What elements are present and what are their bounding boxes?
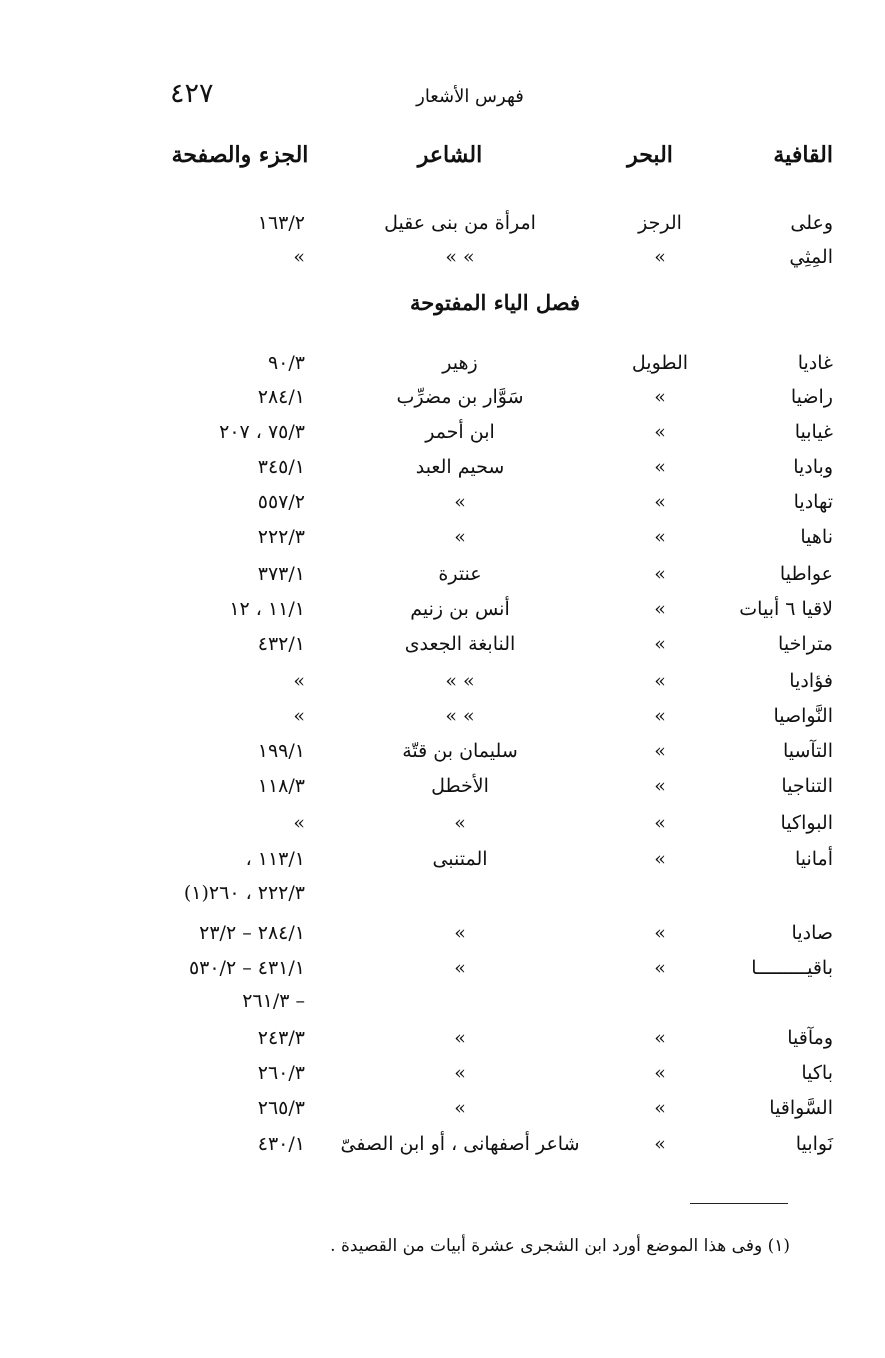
column-header-qafia: القافية xyxy=(773,142,833,168)
shaer-cell: سَوَّار بن مضرِّب xyxy=(396,386,524,408)
table-row xyxy=(0,212,885,246)
juz-cell: ٤٣٢/١ xyxy=(257,633,305,655)
juz-cell: » xyxy=(293,670,305,692)
juz-cell: ٣٤٥/١ xyxy=(257,456,305,478)
qafia-cell: راضيا xyxy=(790,386,833,408)
shaer-cell: سحيم العبد xyxy=(415,456,505,478)
shaer-cell: المتنبى xyxy=(432,848,488,870)
table-row xyxy=(0,491,885,525)
column-header-shaer: الشاعر xyxy=(417,142,483,168)
table-row xyxy=(0,1062,885,1096)
bahr-cell: الطويل xyxy=(631,352,689,374)
qafia-cell: فؤاديا xyxy=(789,670,833,692)
juz-cell: ٤٣٠/١ xyxy=(257,1133,305,1155)
juz-cell: ٤٣١/١ – ٥٣٠/٢ xyxy=(188,957,305,979)
qafia-cell: غيابيا xyxy=(794,421,833,443)
bahr-cell: » xyxy=(654,775,666,797)
shaer-cell: زهير xyxy=(442,352,478,374)
qafia-cell: لاقيا ٦ أبيات xyxy=(739,598,833,620)
shaer-cell: » xyxy=(454,922,466,944)
table-row xyxy=(0,386,885,420)
bahr-cell: » xyxy=(654,563,666,585)
shaer-cell: ابن أحمر xyxy=(425,421,495,443)
table-row xyxy=(0,848,885,882)
qafia-cell: ناهيا xyxy=(800,526,833,548)
bahr-cell: » xyxy=(654,491,666,513)
juz-cell: ٢٨٤/١ xyxy=(257,386,305,408)
table-row xyxy=(0,922,885,956)
qafia-cell: البواكيا xyxy=(780,812,833,834)
qafia-cell: نَوابيا xyxy=(795,1133,833,1155)
qafia-cell: أمانيا xyxy=(794,848,833,870)
column-header-juz: الجزء والصفحة xyxy=(171,142,309,168)
table-row xyxy=(0,990,885,1024)
shaer-cell: » » xyxy=(445,705,475,727)
juz-cell: ٢٦٥/٣ xyxy=(257,1097,305,1119)
bahr-cell: » xyxy=(654,705,666,727)
juz-cell: » xyxy=(293,705,305,727)
shaer-cell: » xyxy=(454,526,466,548)
juz-cell: – ٢٦١/٣ xyxy=(242,990,305,1012)
bahr-cell: » xyxy=(654,812,666,834)
bahr-cell: » xyxy=(654,1062,666,1084)
juz-cell: ١١٨/٣ xyxy=(257,775,305,797)
bahr-cell: » xyxy=(654,633,666,655)
qafia-cell: تهاديا xyxy=(793,491,833,513)
shaer-cell: النابغة الجعدى xyxy=(404,633,516,655)
running-header: فهرس الأشعار xyxy=(416,86,524,107)
juz-cell: » xyxy=(293,246,305,268)
juz-cell: ٥٥٧/٢ xyxy=(257,491,305,513)
qafia-cell: وعلى xyxy=(790,212,833,234)
bahr-cell: » xyxy=(654,421,666,443)
bahr-cell: » xyxy=(654,1133,666,1155)
qafia-cell: وباديا xyxy=(793,456,833,478)
bahr-cell: » xyxy=(654,848,666,870)
qafia-cell: النَّواصيا xyxy=(773,705,833,727)
page-number: ٤٢٧ xyxy=(170,78,214,109)
bahr-cell: » xyxy=(654,922,666,944)
qafia-cell: متراخيا xyxy=(778,633,833,655)
juz-cell: ٢٦٠/٣ xyxy=(257,1062,305,1084)
juz-cell: ١٦٣/٢ xyxy=(257,212,305,234)
shaer-cell: » » xyxy=(445,670,475,692)
qafia-cell: ومآقيا xyxy=(787,1027,833,1049)
juz-cell: ٢٢٢/٣ ، ٢٦٠(١) xyxy=(183,882,305,904)
shaer-cell: عنترة xyxy=(438,563,482,585)
shaer-cell: » xyxy=(454,1027,466,1049)
bahr-cell: » xyxy=(654,598,666,620)
bahr-cell: » xyxy=(654,740,666,762)
shaer-cell: » xyxy=(454,1097,466,1119)
juz-cell: ١١/١ ، ١٢ xyxy=(229,598,305,620)
table-row xyxy=(0,670,885,704)
shaer-cell: » xyxy=(454,957,466,979)
table-row xyxy=(0,246,885,280)
table-row xyxy=(0,563,885,597)
bahr-cell: » xyxy=(654,526,666,548)
table-row xyxy=(0,740,885,774)
table-row xyxy=(0,598,885,632)
shaer-cell: » xyxy=(454,491,466,513)
qafia-cell: صاديا xyxy=(791,922,833,944)
juz-cell: ٢٤٣/٣ xyxy=(257,1027,305,1049)
bahr-cell: » xyxy=(654,670,666,692)
shaer-cell: أنس بن زنيم xyxy=(410,598,510,620)
juz-cell: ٢٨٤/١ – ٢٣/٢ xyxy=(199,922,305,944)
shaer-cell: » xyxy=(454,1062,466,1084)
bahr-cell: » xyxy=(654,957,666,979)
juz-cell: ٩٠/٣ xyxy=(267,352,305,374)
section-title: فصل الياء المفتوحة xyxy=(409,290,581,315)
shaer-cell: » » xyxy=(445,246,475,268)
bahr-cell: » xyxy=(654,246,666,268)
qafia-cell: غاديا xyxy=(797,352,833,374)
juz-cell: ٧٥/٣ ، ٢٠٧ xyxy=(219,421,305,443)
table-row xyxy=(0,1097,885,1131)
qafia-cell: باكيا xyxy=(801,1062,833,1084)
column-header-bahr: البحر xyxy=(627,142,673,168)
qafia-cell: التآسيا xyxy=(782,740,833,762)
bahr-cell: » xyxy=(654,1027,666,1049)
table-row xyxy=(0,705,885,739)
shaer-cell: الأخطل xyxy=(431,775,489,797)
qafia-cell: عواطيا xyxy=(779,563,833,585)
table-row xyxy=(0,352,885,386)
qafia-cell: المِثِي xyxy=(789,246,833,268)
table-row xyxy=(0,1027,885,1061)
bahr-cell: » xyxy=(654,1097,666,1119)
qafia-cell: التناجيا xyxy=(781,775,833,797)
shaer-cell: سليمان بن قتّة xyxy=(402,740,518,762)
table-row xyxy=(0,421,885,455)
bahr-cell: » xyxy=(654,456,666,478)
qafia-cell: باقيـــــــــا xyxy=(751,957,833,979)
table-row xyxy=(0,812,885,846)
juz-cell: ٢٢٢/٣ xyxy=(257,526,305,548)
bahr-cell: الرجز xyxy=(638,212,682,234)
table-row xyxy=(0,456,885,490)
juz-cell: ٣٧٣/١ xyxy=(257,563,305,585)
juz-cell: ١٩٩/١ xyxy=(257,740,305,762)
bahr-cell: » xyxy=(654,386,666,408)
qafia-cell: السَّواقيا xyxy=(769,1097,833,1119)
table-row xyxy=(0,957,885,991)
shaer-cell: شاعر أصفهانى ، أو ابن الصفىّ xyxy=(340,1133,580,1155)
juz-cell: » xyxy=(293,812,305,834)
table-row xyxy=(0,526,885,560)
table-row xyxy=(0,882,885,916)
footnote-divider xyxy=(690,1203,788,1204)
table-row xyxy=(0,775,885,809)
juz-cell: ١١٣/١ ، xyxy=(245,848,305,870)
footnote: (١) وفى هذا الموضع أورد ابن الشجرى عشرة أبيات من القصيدة . xyxy=(330,1236,790,1256)
shaer-cell: » xyxy=(454,812,466,834)
shaer-cell: امرأة من بنى عقيل xyxy=(384,212,536,234)
table-row xyxy=(0,633,885,667)
table-row xyxy=(0,1133,885,1167)
